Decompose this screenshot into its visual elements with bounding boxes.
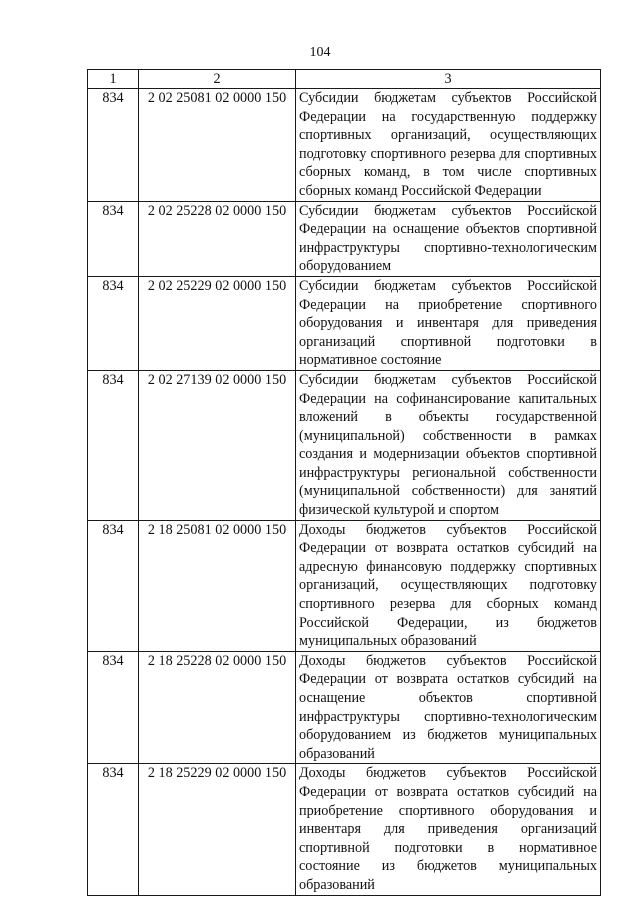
revenue-code-cell: 2 02 27139 02 0000 150 <box>139 370 296 520</box>
revenue-codes-table <box>87 69 601 896</box>
description-cell: Субсидии бюджетам субъектов Российской Федерации на оснащение объектов спортивной инфраструктуры спортивно-технологическим оборудованием <box>296 201 601 276</box>
table-row <box>88 89 601 202</box>
admin-code-cell: 834 <box>88 201 139 276</box>
admin-code-cell: 834 <box>88 276 139 370</box>
description-cell: Субсидии бюджетам субъектов Российской Федерации на софинансирование капитальных вложений в объекты государственной (муниципальной) собственности в рамках создания и модернизации объектов спортивной инфраструктуры региональной собственности (муниципальной собственности) для занятий физической культурой и спортом <box>296 370 601 520</box>
description-cell: Доходы бюджетов субъектов Российской Федерации от возврата остатков субсидий на приобретение спортивного оборудования и инвентаря для приведения организаций спортивной подготовки в нормативное состояние из бюджетов муниципальных образований <box>296 764 601 895</box>
table-header-row <box>88 70 601 89</box>
admin-code-cell: 834 <box>88 89 139 202</box>
table-row <box>88 520 601 651</box>
description-cell: Доходы бюджетов субъектов Российской Федерации от возврата остатков субсидий на оснащение объектов спортивной инфраструктуры спортивно-технологическим оборудованием из бюджетов муниципальных образований <box>296 651 601 764</box>
revenue-code-cell: 2 18 25081 02 0000 150 <box>139 520 296 651</box>
table-row <box>88 201 601 276</box>
revenue-code-cell: 2 02 25228 02 0000 150 <box>139 201 296 276</box>
admin-code-cell: 834 <box>88 370 139 520</box>
revenue-code-cell: 2 02 25081 02 0000 150 <box>139 89 296 202</box>
description-cell: Доходы бюджетов субъектов Российской Федерации от возврата остатков субсидий на адресную финансовую поддержку спортивных организаций, осуществляющих подготовку спортивного резерва для сборных команд Российской Федерации, из бюджетов муниципальных образований <box>296 520 601 651</box>
table-row <box>88 651 601 764</box>
revenue-code-cell: 2 18 25228 02 0000 150 <box>139 651 296 764</box>
column-header-2: 2 <box>139 70 296 89</box>
column-header-3: 3 <box>296 70 601 89</box>
table-row <box>88 764 601 895</box>
table-row <box>88 370 601 520</box>
admin-code-cell: 834 <box>88 651 139 764</box>
description-cell: Субсидии бюджетам субъектов Российской Федерации на государственную поддержку спортивных организаций, осуществляющих подготовку спортивного резерва для спортивных сборных команд, в том числе спортивных сборных команд Российской Федерации <box>296 89 601 202</box>
admin-code-cell: 834 <box>88 520 139 651</box>
admin-code-cell: 834 <box>88 764 139 895</box>
description-cell: Субсидии бюджетам субъектов Российской Федерации на приобретение спортивного оборудования и инвентаря для приведения организаций спортивной подготовки в нормативное состояние <box>296 276 601 370</box>
revenue-code-cell: 2 02 25229 02 0000 150 <box>139 276 296 370</box>
page-number: 104 <box>309 45 331 60</box>
column-header-1: 1 <box>88 70 139 89</box>
revenue-code-cell: 2 18 25229 02 0000 150 <box>139 764 296 895</box>
table-row <box>88 276 601 370</box>
